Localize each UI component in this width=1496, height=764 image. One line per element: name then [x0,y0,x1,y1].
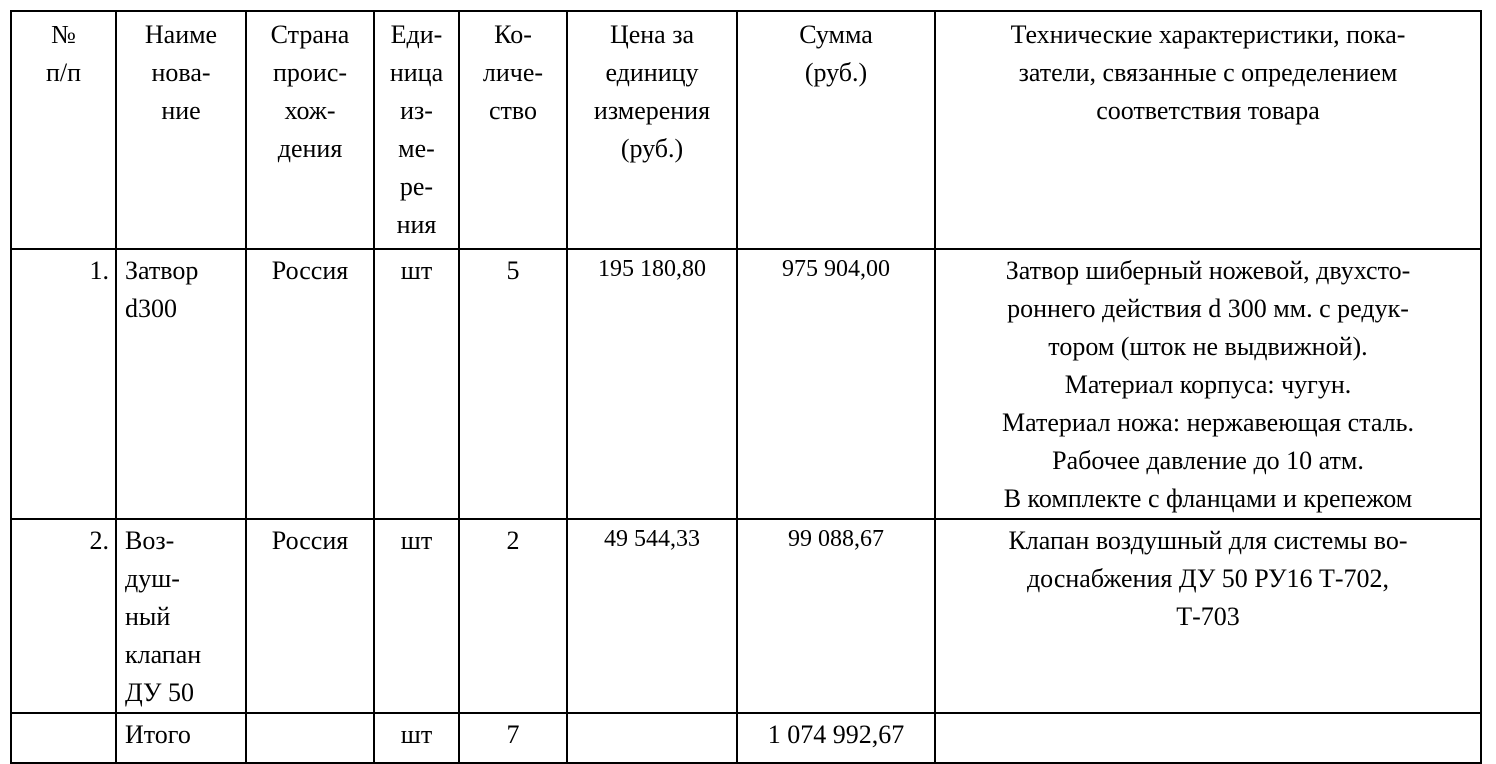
row-specs: Затвор шиберный ножевой, двухсто- роннего действия d 300 мм. с редук- тором (шток не выдвижной). Материал корпуса: чугун. Материал ножа: нержавеющая сталь. Рабочее давление до 10 атм. В комплекте с фланцами и крепежом [935,249,1481,519]
total-specs-empty [935,713,1481,763]
row-country: Россия [246,249,374,519]
row-price: 49 544,33 [567,519,737,713]
total-num-empty [11,713,116,763]
header-sum: Сумма (руб.) [737,11,935,249]
header-country: Страна проис- хож- дения [246,11,374,249]
row-country: Россия [246,519,374,713]
row-num: 2. [11,519,116,713]
row-qty: 2 [459,519,567,713]
header-specs: Технические характеристики, пока- затели, связанные с определением соответствия товара [935,11,1481,249]
row-name: Затвор d300 [116,249,246,519]
total-qty: 7 [459,713,567,763]
table-row [11,249,1481,519]
total-label: Итого [116,713,246,763]
row-specs: Клапан воздушный для системы во- доснабжения ДУ 50 РУ16 Т-702, Т-703 [935,519,1481,713]
row-sum: 99 088,67 [737,519,935,713]
row-name: Воз- душ- ный клапан ДУ 50 [116,519,246,713]
row-unit: шт [374,249,459,519]
total-sum: 1 074 992,67 [737,713,935,763]
row-sum: 975 904,00 [737,249,935,519]
total-unit: шт [374,713,459,763]
row-num: 1. [11,249,116,519]
row-unit: шт [374,519,459,713]
row-price: 195 180,80 [567,249,737,519]
total-row [11,713,1481,763]
header-num: № п/п [11,11,116,249]
goods-specification-table [10,10,1482,764]
header-name: Наиме нова- ние [116,11,246,249]
table-row [11,519,1481,713]
header-price: Цена за единицу измерения (руб.) [567,11,737,249]
header-qty: Ко- личе- ство [459,11,567,249]
total-country-empty [246,713,374,763]
total-price-empty [567,713,737,763]
header-row [11,11,1481,249]
header-unit: Еди- ница из- ме- ре- ния [374,11,459,249]
row-qty: 5 [459,249,567,519]
